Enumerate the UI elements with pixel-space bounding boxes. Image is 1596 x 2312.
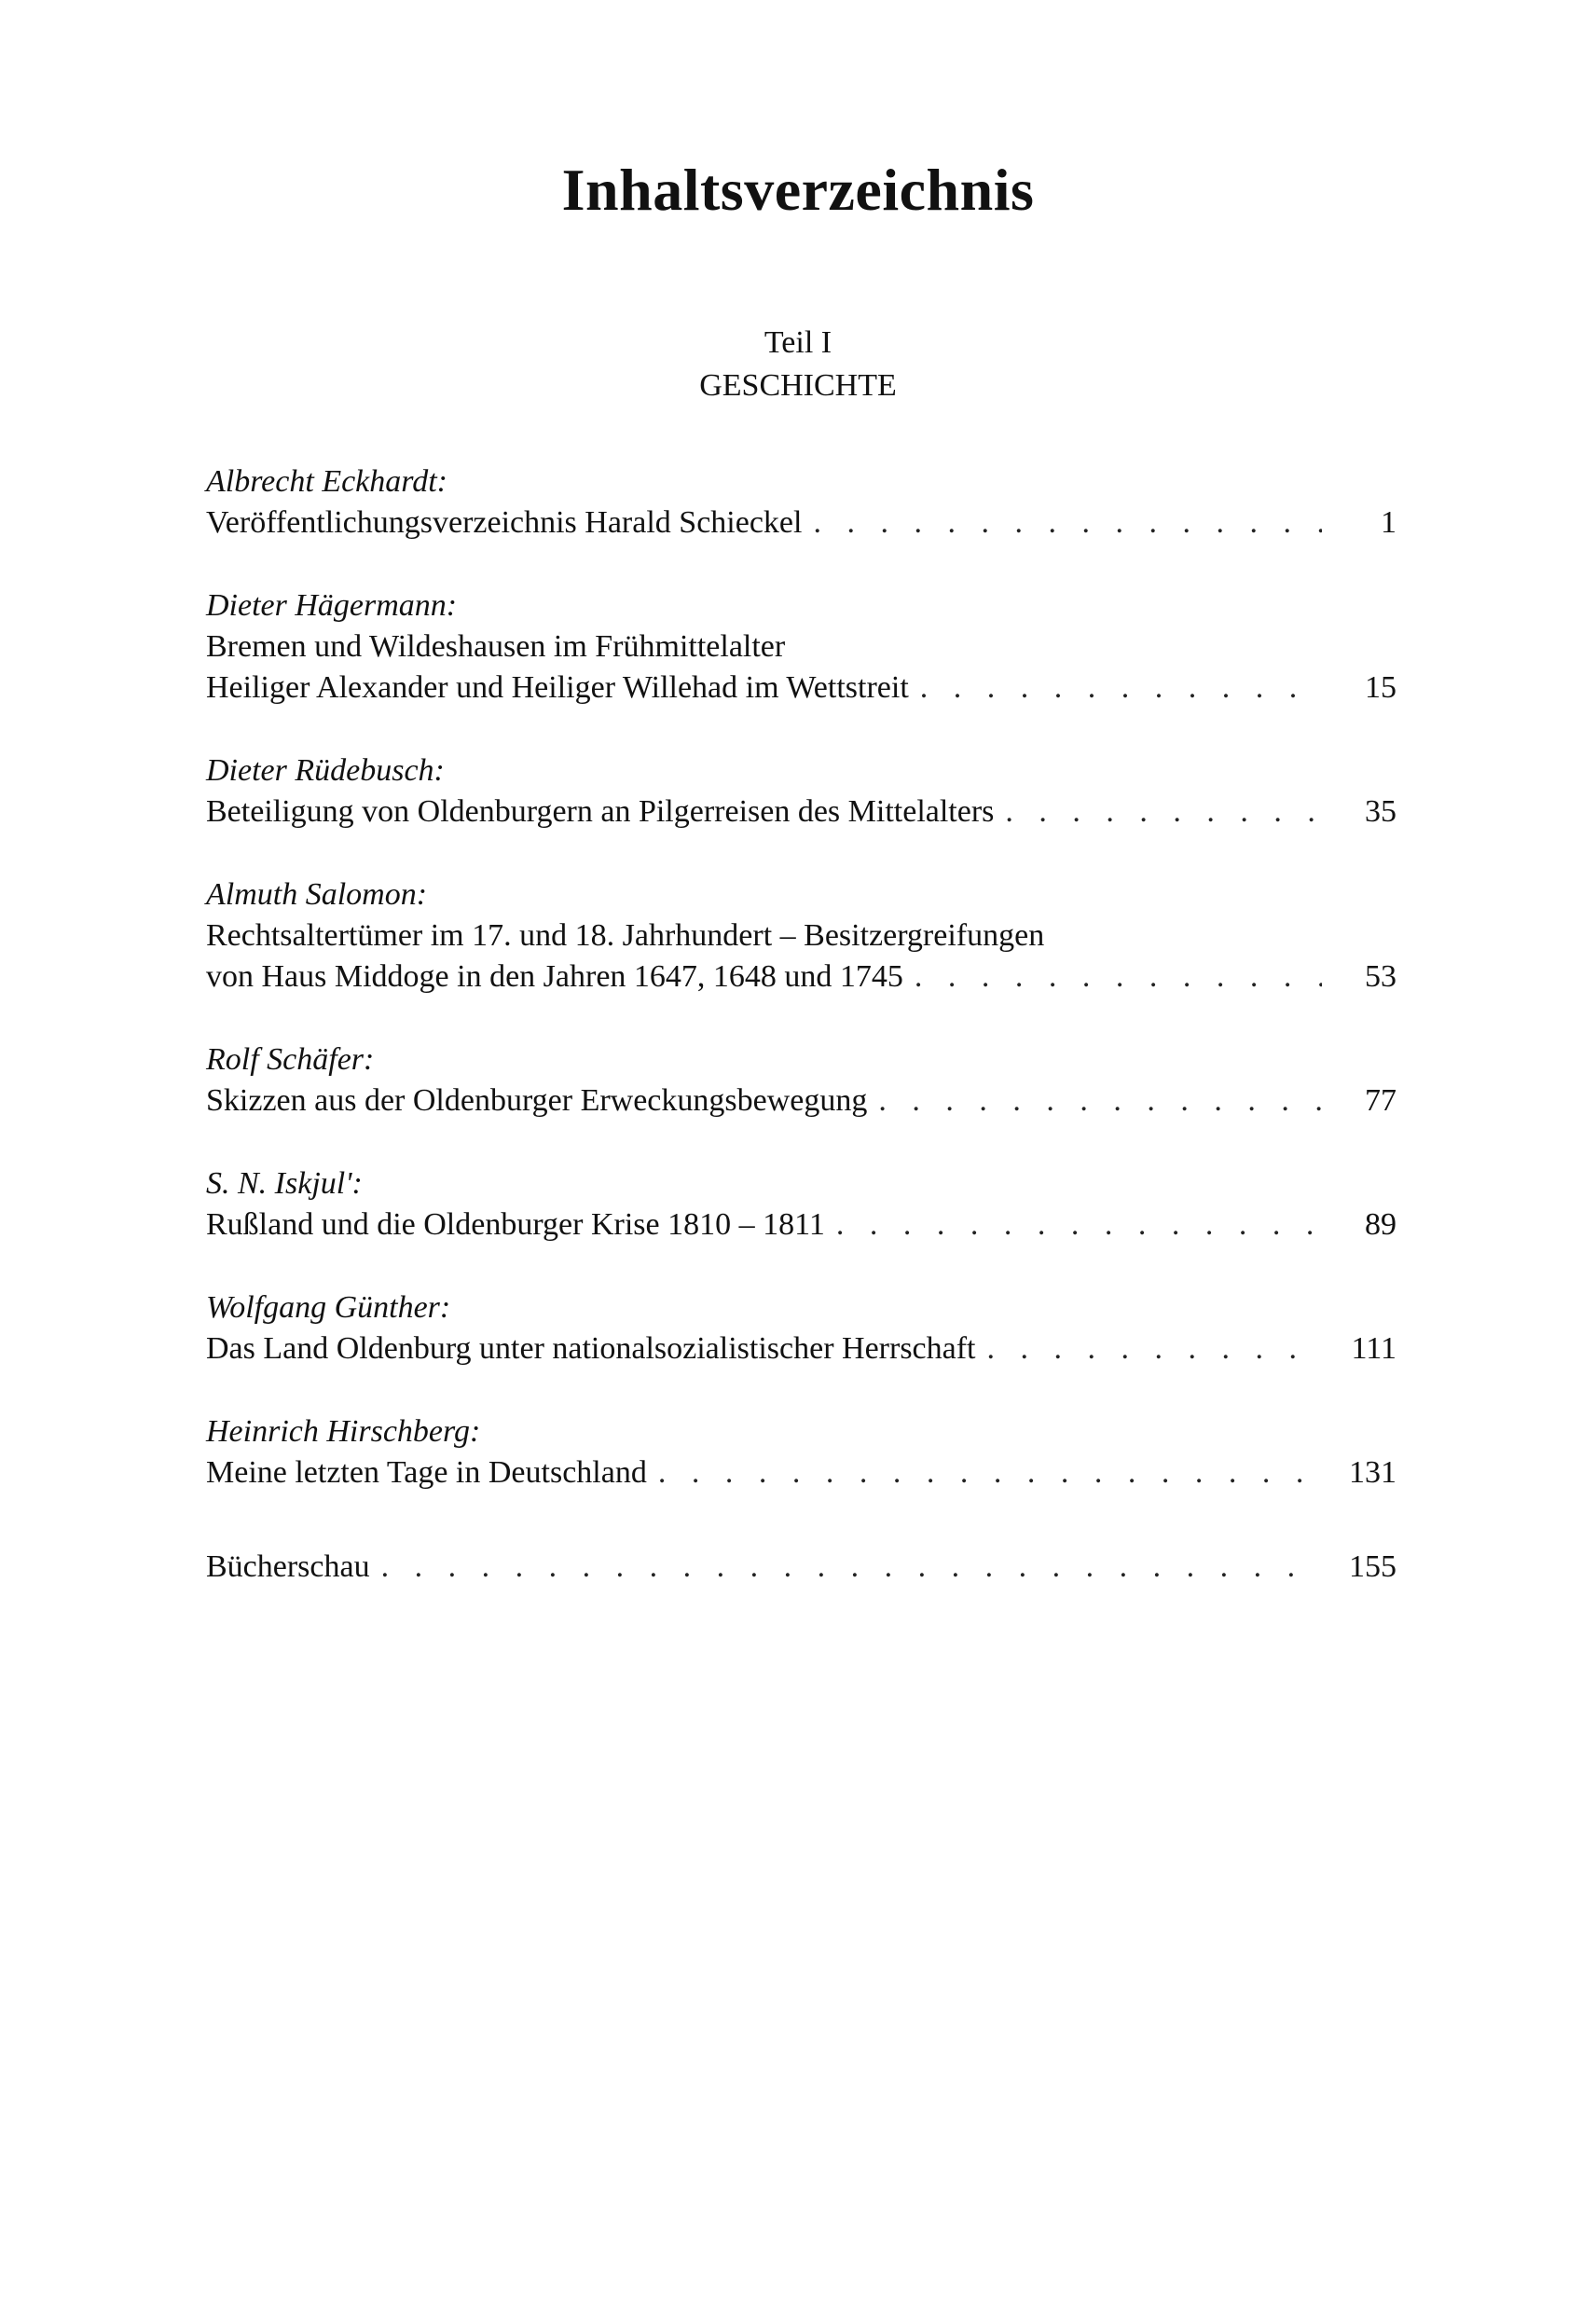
toc-entry-author: Rolf Schäfer: <box>206 1042 375 1077</box>
toc-entry <box>206 1547 1396 1588</box>
toc-entry-title: Rußland und die Oldenburger Krise 1810 – 1811 <box>206 1207 825 1242</box>
dot-leader <box>878 1080 1322 1122</box>
toc-entry <box>206 750 1396 833</box>
toc-entry-page-number: 131 <box>1349 1455 1396 1490</box>
toc-entry-title-row <box>206 956 1396 998</box>
toc-entry <box>206 585 1396 709</box>
toc-entry-page-number: 77 <box>1365 1083 1396 1118</box>
toc-entry-title-row <box>206 667 1396 709</box>
table-of-contents <box>206 461 1396 1588</box>
toc-entry-author: S. N. Iskjul': <box>206 1166 363 1201</box>
page-title: Inhaltsverzeichnis <box>561 157 1035 223</box>
toc-entry-page-number: 15 <box>1365 670 1396 705</box>
toc-entry-title: Skizzen aus der Oldenburger Erweckungsbewegung <box>206 1083 868 1118</box>
toc-entry-page-number: 35 <box>1365 794 1396 829</box>
toc-entry <box>206 874 1396 998</box>
toc-entry-title-row <box>206 791 1396 833</box>
toc-entry-title: Meine letzten Tage in Deutschland <box>206 1455 647 1490</box>
toc-entry-title: Das Land Oldenburg unter nationalsozialistischer Herrschaft <box>206 1331 976 1366</box>
toc-entry-title: von Haus Middoge in den Jahren 1647, 1648 und 1745 <box>206 959 903 994</box>
dot-leader <box>987 1328 1323 1369</box>
toc-entry <box>206 461 1396 544</box>
toc-entry-page-number: 53 <box>1365 959 1396 994</box>
dot-leader <box>915 956 1322 998</box>
toc-entry-page-number: 89 <box>1365 1207 1396 1242</box>
toc-entry-title: Beteiligung von Oldenburgern an Pilgerreisen des Mittelalters <box>206 794 995 829</box>
toc-entry-author: Albrecht Eckhardt: <box>206 464 448 499</box>
toc-entry <box>206 1039 1396 1122</box>
toc-entry-author: Heinrich Hirschberg: <box>206 1414 481 1449</box>
toc-entry-page-number: 1 <box>1381 505 1396 540</box>
toc-entry-author: Almuth Salomon: <box>206 877 428 912</box>
part-name: GESCHICHTE <box>699 368 897 403</box>
toc-entry-title: Bücherschau <box>206 1549 370 1584</box>
toc-entry <box>206 1411 1396 1493</box>
toc-entry-author: Dieter Rüdebusch: <box>206 753 445 788</box>
toc-entry-author: Dieter Hägermann: <box>206 588 458 623</box>
toc-entry-title-row <box>206 1547 1396 1588</box>
toc-entry-title-row <box>206 1328 1396 1369</box>
toc-entry-title: Heiliger Alexander und Heiliger Willehad im Wettstreit <box>206 670 909 705</box>
toc-entry-title: Veröffentlichungsverzeichnis Harald Schieckel <box>206 505 803 540</box>
dot-leader <box>1005 791 1322 833</box>
toc-entry-title-row <box>206 1204 1396 1245</box>
toc-entry-title-row <box>206 502 1396 544</box>
dot-leader <box>658 1452 1322 1493</box>
part-label: Teil I <box>764 325 832 360</box>
toc-entry-page-number: 111 <box>1351 1331 1396 1366</box>
dot-leader <box>381 1547 1322 1588</box>
toc-entry-page-number: 155 <box>1349 1549 1396 1584</box>
part-heading <box>0 322 1596 407</box>
toc-entry-title-row <box>206 1080 1396 1122</box>
dot-leader <box>920 667 1322 709</box>
toc-entry-title-line: Bremen und Wildeshausen im Frühmittelalter <box>206 629 786 664</box>
toc-entry-title-row <box>206 1452 1396 1493</box>
dot-leader <box>813 502 1322 544</box>
toc-entry-title-line: Rechtsaltertümer im 17. und 18. Jahrhundert – Besitzergreifungen <box>206 918 1045 953</box>
toc-entry <box>206 1163 1396 1245</box>
dot-leader <box>836 1204 1322 1245</box>
toc-entry <box>206 1287 1396 1369</box>
toc-entry-author: Wolfgang Günther: <box>206 1290 451 1325</box>
